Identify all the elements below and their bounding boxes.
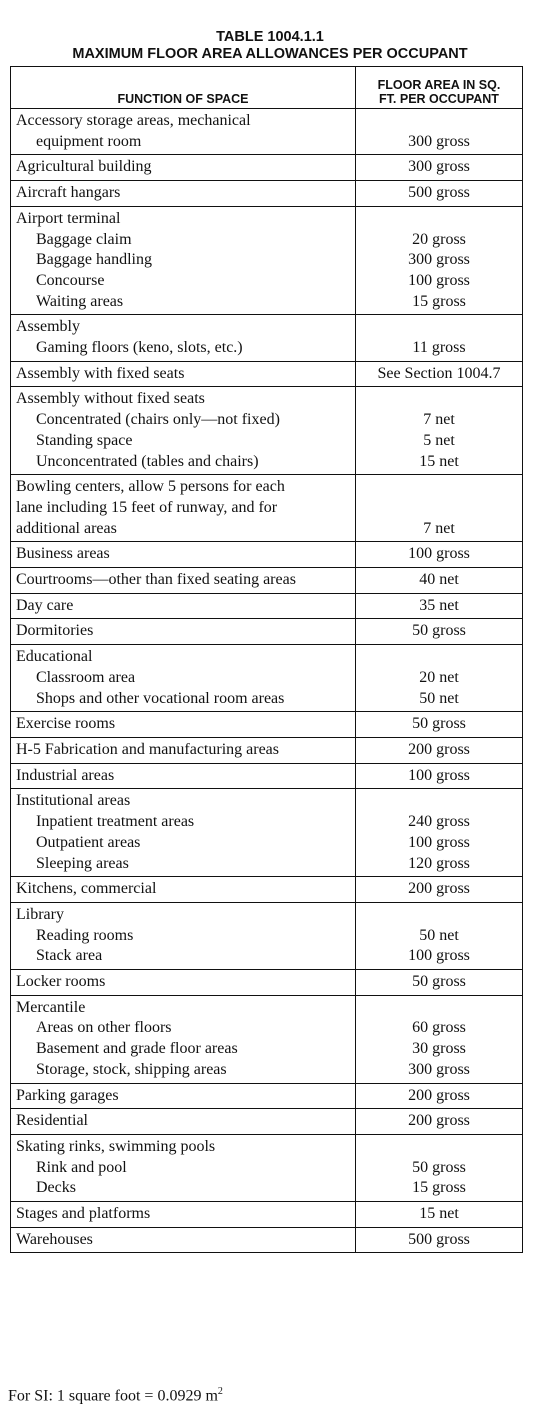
floor-area-value: 50 gross bbox=[412, 715, 466, 733]
sub-function-label: Basement and grade floor areas bbox=[36, 1040, 238, 1058]
sub-function-label: Baggage claim bbox=[36, 230, 132, 248]
floor-area-value: 300 gross bbox=[408, 1060, 470, 1078]
floor-area-cell bbox=[356, 789, 523, 877]
floor-area-value: 100 gross bbox=[408, 766, 470, 784]
sub-function-label: Reading rooms bbox=[36, 926, 134, 944]
function-label: Courtrooms—other than fixed seating areas bbox=[16, 571, 296, 589]
footnote-superscript: 2 bbox=[217, 1386, 223, 1397]
function-label: lane including 15 feet of runway, and for bbox=[16, 498, 278, 516]
function-label: Residential bbox=[16, 1112, 88, 1130]
sub-function-label: Stack area bbox=[36, 947, 103, 965]
floor-area-cell bbox=[356, 645, 523, 712]
function-of-space-cell bbox=[11, 995, 356, 1083]
table-row bbox=[11, 712, 523, 738]
function-of-space-cell bbox=[11, 475, 356, 542]
table-row bbox=[11, 1202, 523, 1228]
function-label: Skating rinks, swimming pools bbox=[16, 1137, 216, 1155]
sub-function-label: Rink and pool bbox=[36, 1158, 127, 1176]
floor-area-value: 300 gross bbox=[408, 251, 470, 269]
floor-area-cell bbox=[356, 593, 523, 619]
table-row bbox=[11, 593, 523, 619]
function-label: Educational bbox=[16, 648, 93, 666]
floor-area-value: 15 net bbox=[419, 1205, 459, 1223]
table-row bbox=[11, 1134, 523, 1201]
floor-area-value: 15 net bbox=[419, 452, 459, 470]
floor-area-value: 50 net bbox=[419, 689, 459, 707]
sub-function-label: Concentrated (chairs only—not fixed) bbox=[36, 411, 280, 429]
table-row bbox=[11, 1083, 523, 1109]
floor-area-cell bbox=[356, 1227, 523, 1253]
function-label: Assembly with fixed seats bbox=[16, 364, 185, 382]
table-body bbox=[11, 109, 523, 1253]
floor-area-value: 50 gross bbox=[412, 622, 466, 640]
floor-area-value: See Section 1004.7 bbox=[377, 364, 501, 382]
floor-area-value: 30 gross bbox=[412, 1040, 466, 1058]
function-label: Exercise rooms bbox=[16, 715, 116, 733]
function-label: Assembly bbox=[16, 318, 80, 336]
function-label: Stages and platforms bbox=[16, 1205, 151, 1223]
floor-area-cell bbox=[356, 387, 523, 475]
function-of-space-cell bbox=[11, 970, 356, 996]
floor-area-cell bbox=[356, 619, 523, 645]
function-label: Mercantile bbox=[16, 998, 86, 1016]
floor-area-value: 7 net bbox=[423, 411, 455, 429]
function-of-space-cell bbox=[11, 315, 356, 361]
sub-function-label: equipment room bbox=[36, 132, 142, 150]
function-of-space-cell bbox=[11, 387, 356, 475]
function-of-space-cell bbox=[11, 155, 356, 181]
table-row bbox=[11, 619, 523, 645]
table-row bbox=[11, 789, 523, 877]
function-of-space-cell bbox=[11, 109, 356, 155]
floor-area-value: 7 net bbox=[423, 519, 455, 537]
floor-area-value: 500 gross bbox=[408, 1230, 470, 1248]
table-row bbox=[11, 109, 523, 155]
function-label: Agricultural building bbox=[16, 158, 152, 176]
sub-function-label: Concourse bbox=[36, 271, 105, 289]
table-row bbox=[11, 737, 523, 763]
function-of-space-cell bbox=[11, 877, 356, 903]
function-of-space-cell bbox=[11, 568, 356, 594]
floor-area-cell bbox=[356, 1202, 523, 1228]
function-of-space-cell bbox=[11, 645, 356, 712]
sub-function-label: Decks bbox=[36, 1179, 76, 1197]
sub-function-label: Shops and other vocational room areas bbox=[36, 689, 285, 707]
function-of-space-cell bbox=[11, 181, 356, 207]
floor-area-cell bbox=[356, 763, 523, 789]
function-of-space-cell bbox=[11, 542, 356, 568]
floor-area-value: 100 gross bbox=[408, 833, 470, 851]
occupant-load-table bbox=[10, 66, 523, 1253]
sub-function-label: Gaming floors (keno, slots, etc.) bbox=[36, 339, 243, 357]
floor-area-value: 100 gross bbox=[408, 545, 470, 563]
floor-area-value: 100 gross bbox=[408, 271, 470, 289]
floor-area-value: 50 gross bbox=[412, 973, 466, 991]
floor-area-cell bbox=[356, 109, 523, 155]
floor-area-value: 240 gross bbox=[408, 813, 470, 831]
floor-area-value: 20 gross bbox=[412, 230, 466, 248]
table-row bbox=[11, 475, 523, 542]
floor-area-cell bbox=[356, 1109, 523, 1135]
table-subtitle: MAXIMUM FLOOR AREA ALLOWANCES PER OCCUPANT bbox=[72, 46, 468, 62]
table-row bbox=[11, 206, 523, 315]
floor-area-value: 20 net bbox=[419, 668, 459, 686]
table-row bbox=[11, 877, 523, 903]
function-label: Aircraft hangars bbox=[16, 184, 121, 202]
floor-area-value: 120 gross bbox=[408, 854, 470, 872]
function-label: Locker rooms bbox=[16, 973, 106, 991]
function-label: Airport terminal bbox=[16, 209, 121, 227]
function-label: Accessory storage areas, mechanical bbox=[16, 112, 251, 129]
table-row bbox=[11, 1109, 523, 1135]
floor-area-cell bbox=[356, 1083, 523, 1109]
function-of-space-cell bbox=[11, 206, 356, 315]
function-of-space-cell bbox=[11, 1083, 356, 1109]
floor-area-cell bbox=[356, 902, 523, 969]
sub-function-label: Storage, stock, shipping areas bbox=[36, 1060, 227, 1078]
table-row bbox=[11, 902, 523, 969]
function-of-space-cell bbox=[11, 902, 356, 969]
floor-area-value: 300 gross bbox=[408, 158, 470, 176]
sub-function-label: Sleeping areas bbox=[36, 854, 129, 872]
function-label: Industrial areas bbox=[16, 766, 115, 784]
header-function-of-space: FUNCTION OF SPACE bbox=[11, 67, 356, 109]
floor-area-value: 50 gross bbox=[412, 1158, 466, 1176]
floor-area-value: 35 net bbox=[419, 596, 459, 614]
function-of-space-cell bbox=[11, 1134, 356, 1201]
function-of-space-cell bbox=[11, 1109, 356, 1135]
floor-area-cell bbox=[356, 1134, 523, 1201]
floor-area-value: 40 net bbox=[419, 571, 459, 589]
table-row bbox=[11, 763, 523, 789]
floor-area-value: 15 gross bbox=[412, 292, 466, 310]
table-row bbox=[11, 995, 523, 1083]
sub-function-label: Areas on other floors bbox=[36, 1019, 172, 1037]
function-label: Day care bbox=[16, 596, 74, 614]
floor-area-cell bbox=[356, 361, 523, 387]
table-row bbox=[11, 970, 523, 996]
floor-area-cell bbox=[356, 970, 523, 996]
function-label: Business areas bbox=[16, 545, 110, 563]
floor-area-value: 11 gross bbox=[412, 339, 466, 357]
floor-area-cell bbox=[356, 315, 523, 361]
floor-area-value: 200 gross bbox=[408, 1112, 470, 1130]
floor-area-cell bbox=[356, 568, 523, 594]
floor-area-cell bbox=[356, 475, 523, 542]
function-of-space-cell bbox=[11, 1202, 356, 1228]
table-row bbox=[11, 568, 523, 594]
function-label: Institutional areas bbox=[16, 792, 131, 810]
floor-area-value: 200 gross bbox=[408, 1086, 470, 1104]
header-floor-area-line1: FLOOR AREA IN SQ. bbox=[377, 78, 501, 92]
table-row bbox=[11, 181, 523, 207]
sub-function-label: Outpatient areas bbox=[36, 833, 141, 851]
function-label: Warehouses bbox=[16, 1230, 93, 1248]
floor-area-value: 300 gross bbox=[408, 132, 470, 150]
table-row bbox=[11, 155, 523, 181]
floor-area-cell bbox=[356, 181, 523, 207]
function-label: Assembly without fixed seats bbox=[16, 390, 205, 408]
function-label: Bowling centers, allow 5 persons for each bbox=[16, 478, 285, 496]
floor-area-cell bbox=[356, 542, 523, 568]
table-header-row bbox=[11, 67, 523, 109]
floor-area-value: 15 gross bbox=[412, 1179, 466, 1197]
function-of-space-cell bbox=[11, 593, 356, 619]
sub-function-label: Waiting areas bbox=[36, 292, 124, 310]
function-of-space-cell bbox=[11, 1227, 356, 1253]
table-title: TABLE 1004.1.1 bbox=[216, 29, 324, 45]
floor-area-cell bbox=[356, 155, 523, 181]
header-floor-area bbox=[356, 67, 523, 109]
floor-area-value: 100 gross bbox=[408, 947, 470, 965]
function-of-space-cell bbox=[11, 712, 356, 738]
function-label: Kitchens, commercial bbox=[16, 880, 157, 898]
footnote bbox=[8, 1382, 223, 1406]
function-label: Library bbox=[16, 905, 64, 923]
table-row bbox=[11, 542, 523, 568]
sub-function-label: Standing space bbox=[36, 431, 133, 449]
function-of-space-cell bbox=[11, 763, 356, 789]
floor-area-cell bbox=[356, 877, 523, 903]
footnote-text: For SI: 1 square foot = 0.0929 m bbox=[8, 1387, 218, 1405]
function-label: H-5 Fabrication and manufacturing areas bbox=[16, 740, 280, 758]
floor-area-cell bbox=[356, 737, 523, 763]
floor-area-cell bbox=[356, 712, 523, 738]
floor-area-value: 200 gross bbox=[408, 740, 470, 758]
function-label: Parking garages bbox=[16, 1086, 119, 1104]
table-row bbox=[11, 361, 523, 387]
floor-area-cell bbox=[356, 206, 523, 315]
function-of-space-cell bbox=[11, 737, 356, 763]
header-floor-area-line2: FT. PER OCCUPANT bbox=[379, 92, 499, 106]
function-of-space-cell bbox=[11, 789, 356, 877]
function-of-space-cell bbox=[11, 361, 356, 387]
function-label: Dormitories bbox=[16, 622, 94, 640]
sub-function-label: Baggage handling bbox=[36, 251, 152, 269]
floor-area-value: 500 gross bbox=[408, 184, 470, 202]
floor-area-value: 200 gross bbox=[408, 880, 470, 898]
floor-area-value: 60 gross bbox=[412, 1019, 466, 1037]
table-row bbox=[11, 645, 523, 712]
function-of-space-cell bbox=[11, 619, 356, 645]
sub-function-label: Unconcentrated (tables and chairs) bbox=[36, 452, 259, 470]
table-row bbox=[11, 315, 523, 361]
floor-area-value: 5 net bbox=[423, 431, 455, 449]
table-row bbox=[11, 387, 523, 475]
floor-area-cell bbox=[356, 995, 523, 1083]
table-row bbox=[11, 1227, 523, 1253]
floor-area-value: 50 net bbox=[419, 926, 459, 944]
sub-function-label: Classroom area bbox=[36, 668, 136, 686]
function-label: additional areas bbox=[16, 519, 117, 537]
sub-function-label: Inpatient treatment areas bbox=[36, 813, 195, 831]
